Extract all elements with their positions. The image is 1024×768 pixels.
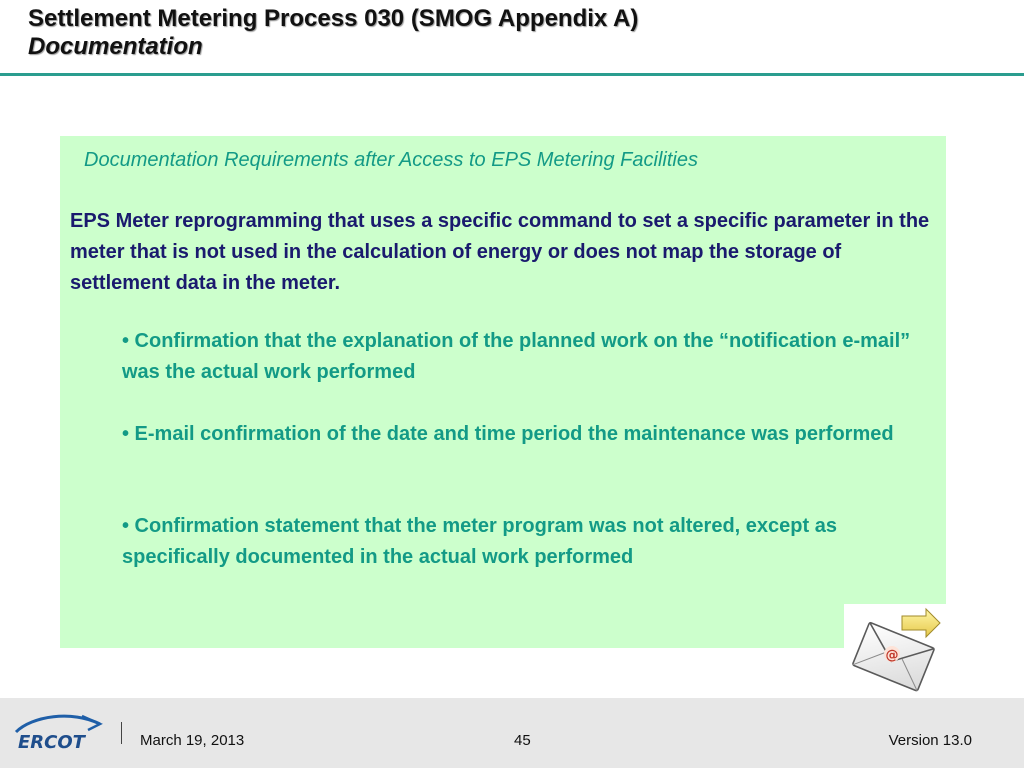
content-paragraph: EPS Meter reprogramming that uses a specific command to set a specific parameter in the meter that is not used in the calculation of energy or does not map the storage of settlement data in the meter. [70, 210, 930, 294]
slide-title-main: Settlement Metering Process 030 (SMOG Appendix A) [28, 5, 639, 32]
content-heading: Documentation Requirements after Access to EPS Metering Facilities [84, 149, 698, 171]
content-box [60, 136, 946, 648]
footer-divider [121, 722, 122, 744]
version-label: Version 13.0 [888, 732, 972, 749]
svg-text:@: @ [885, 648, 899, 663]
bullet-item: • E-mail confirmation of the date and time period the maintenance was performed [122, 423, 894, 445]
footer [0, 698, 1024, 768]
svg-text:ERCOT: ERCOT [18, 732, 85, 753]
bullet-item: • Confirmation that the explanation of the planned work on the “notification e-mail” was the actual work performed [122, 330, 911, 383]
slide-title-subtitle: Documentation [28, 33, 203, 60]
title-divider [0, 73, 1024, 76]
bullet-item: • Confirmation statement that the meter program was not altered, except as specifically documented in the actual work performed [122, 515, 837, 568]
envelope-arrow-icon [844, 604, 946, 700]
footer-date: March 19, 2013 [140, 732, 245, 749]
ercot-logo [12, 712, 104, 754]
page-number: 45 [514, 732, 531, 749]
slide-title [28, 4, 638, 60]
